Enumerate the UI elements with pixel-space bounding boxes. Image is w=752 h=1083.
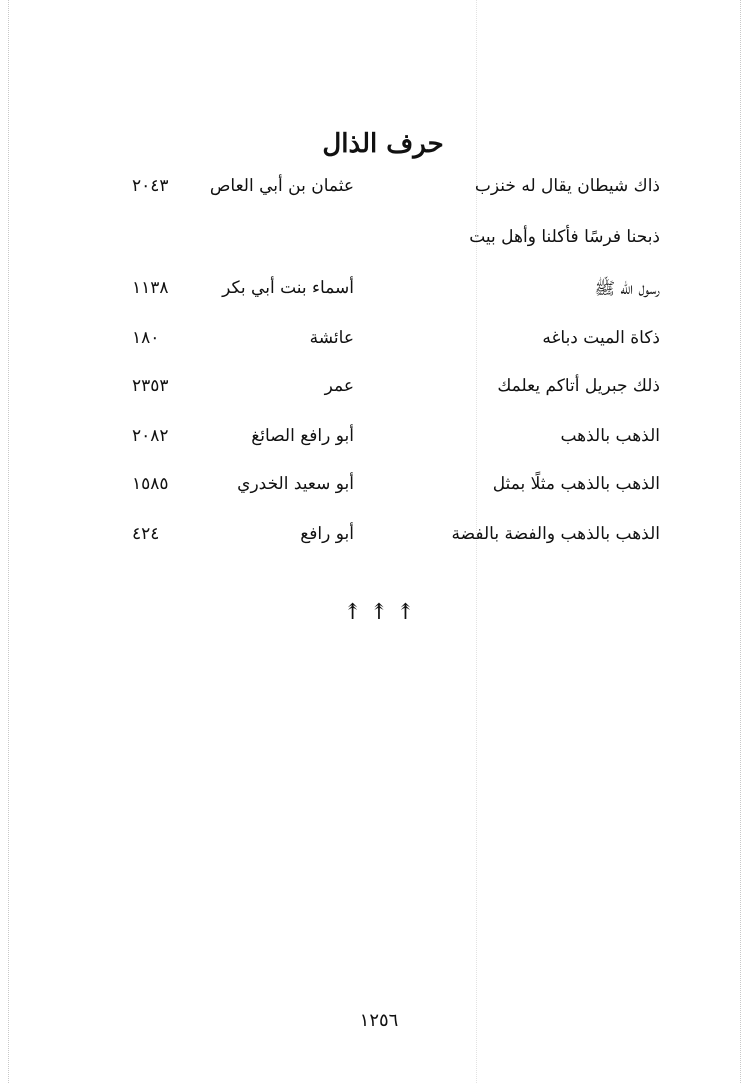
- hadith-number: ٢٣٥٣: [132, 376, 169, 396]
- index-entry: [0, 376, 752, 416]
- hadith-text: رسول الله ﷺ: [594, 279, 660, 299]
- page-title: حرف الذال: [322, 129, 444, 160]
- hadith-number: ١١٣٨: [132, 278, 169, 298]
- hadith-text: ذكاة الميت دباغه: [542, 328, 660, 348]
- index-entry: [0, 278, 752, 318]
- hadith-text: الذهب بالذهب: [560, 426, 660, 446]
- hadith-text: الذهب بالذهب والفضة بالفضة: [451, 524, 660, 544]
- hadith-text: ذلك جبريل أتاكم يعلمك: [497, 376, 660, 396]
- index-entry: [0, 328, 752, 368]
- narrator-name: أبو رافع الصائغ: [251, 426, 354, 446]
- index-entry: [0, 474, 752, 514]
- hadith-number: ١٥٨٥: [132, 474, 169, 494]
- index-entries: [0, 176, 752, 596]
- narrator-name: أبو رافع: [300, 524, 354, 544]
- hadith-text: ذاك شيطان يقال له خنزب: [474, 176, 660, 196]
- narrator-name: عمر: [324, 376, 354, 396]
- narrator-name: أبو سعيد الخدري: [237, 474, 354, 494]
- hadith-number: ٢٠٤٣: [132, 176, 169, 196]
- narrator-name: عائشة: [309, 328, 354, 348]
- index-entry: [0, 227, 752, 267]
- page-number: ١٢٥٦: [359, 1010, 399, 1031]
- narrator-name: عثمان بن أبي العاص: [209, 176, 354, 196]
- section-end-ornament: ↟↟↟: [343, 600, 423, 625]
- hadith-text: ذبحنا فرسًا فأكلنا وأهل بيت: [469, 227, 660, 247]
- hadith-number: ٢٠٨٢: [132, 426, 169, 446]
- hadith-number: ٤٢٤: [132, 524, 160, 544]
- narrator-name: أسماء بنت أبي بكر: [222, 278, 354, 298]
- index-entry: [0, 176, 752, 216]
- hadith-number: ١٨٠: [132, 328, 160, 348]
- index-entry: [0, 426, 752, 466]
- hadith-text: الذهب بالذهب مثلًا بمثل: [492, 474, 660, 494]
- index-entry: [0, 524, 752, 564]
